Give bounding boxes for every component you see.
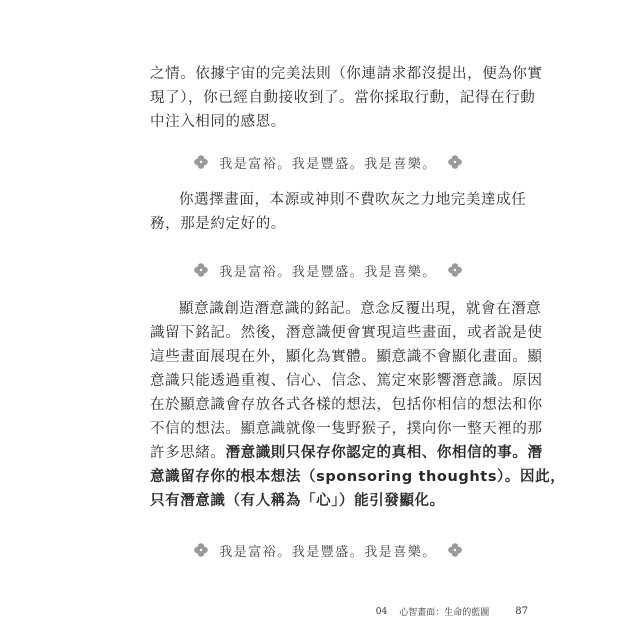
text-line: 意識只能透過重複、信心、信念、篤定來影響潛意識。原因 (150, 373, 543, 389)
affirmation-text: 我是富裕。我是豐盛。我是喜樂。 (219, 264, 437, 280)
paragraph-2 (150, 188, 527, 236)
clover-icon (447, 154, 463, 170)
text-line: 中注入相同的感恩。 (150, 114, 286, 130)
page-number: 87 (515, 606, 528, 617)
text-line: 現了），你已經自動接收到了。當你採取行動，記得在行動 (150, 90, 536, 106)
text-line: 顯意識創造潛意識的銘記。意念反覆出現，就會在潛意 (179, 301, 542, 317)
text-line: 務，那是約定好的。 (150, 216, 286, 232)
affirmation-text: 我是富裕。我是豐盛。我是喜樂。 (219, 544, 437, 560)
text-line-bold: 只有潛意識（有人稱為「心」）能引發顯化。 (150, 493, 445, 509)
text-bold: 潛意識則只保存你認定的真相、你相信的事。潛 (225, 445, 543, 461)
affirmation-divider (193, 259, 463, 281)
text-line: 不信的想法。顯意識就像一隻野猴子，撲向你一整天裡的那 (150, 421, 543, 437)
chapter-title: 心智畫面：生命的藍圖 (399, 608, 490, 618)
paragraph-1 (150, 62, 543, 134)
page-footer (376, 605, 528, 618)
affirmation-text: 我是富裕。我是豐盛。我是喜樂。 (219, 156, 437, 172)
clover-icon (447, 542, 463, 558)
text-normal: 許多思緒。 (150, 445, 226, 461)
clover-icon (193, 542, 209, 558)
text-line: 之情。依據宇宙的完美法則（你連請求都沒提出，便為你實 (150, 66, 543, 82)
clover-icon (447, 262, 463, 278)
paragraph-3 (150, 297, 566, 513)
chapter-number: 04 (375, 606, 388, 617)
clover-icon (193, 154, 209, 170)
text-line-bold: 意識留存你的根本想法（sponsoring thoughts）。因此， (150, 469, 566, 485)
clover-icon (193, 262, 209, 278)
text-line (150, 441, 543, 465)
text-line: 在於顯意識會存放各式各樣的想法，包括你相信的想法和你 (150, 397, 543, 413)
text-line: 你選擇畫面，本源或神則不費吹灰之力地完美達成任 (179, 192, 527, 208)
affirmation-divider (193, 151, 463, 173)
text-line: 識留下銘記。然後，潛意識便會實現這些畫面，或者說是使 (150, 325, 543, 341)
affirmation-divider (193, 539, 463, 561)
text-line: 這些畫面展現在外，顯化為實體。顯意識不會顯化畫面。顯 (150, 349, 543, 365)
